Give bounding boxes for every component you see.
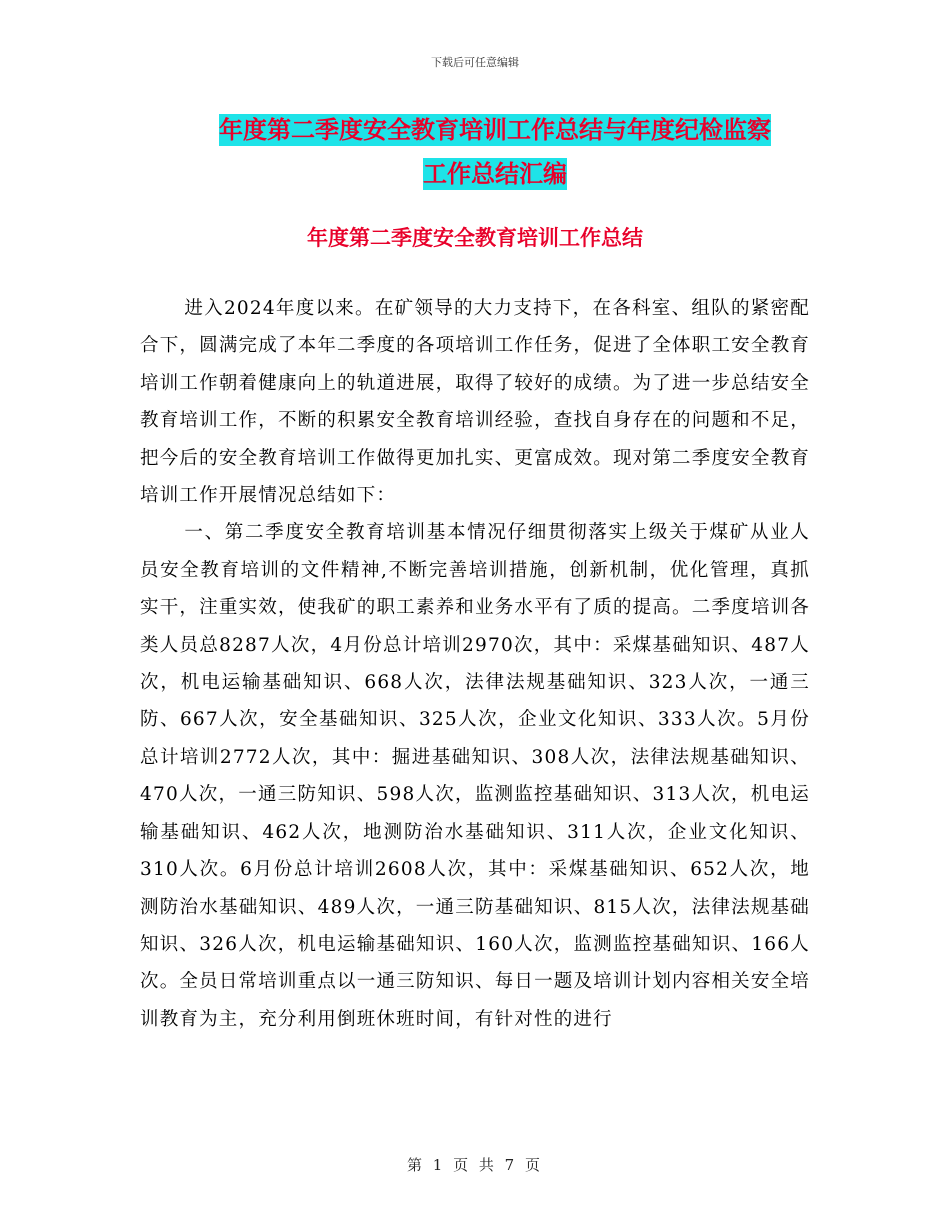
title-line-1: 年度第二季度安全教育培训工作总结与年度纪检监察 <box>219 116 771 144</box>
page-footer: 第 1 页 共 7 页 <box>407 1156 543 1174</box>
body-text <box>140 290 810 1038</box>
paragraph-section-1: 一、第二季度安全教育培训基本情况仔细贯彻落实上级关于煤矿从业人员安全教育培训的文件精神,不断完善培训措施，创新机制，优化管理，真抓实干，注重实效，使我矿的职工素养和业务水平有了质的提高。二季度培训各类人员总8287人次，4月份总计培训2970次，其中：采煤基础知识、487人次，机电运输基础知识、668人次，法律法规基础知识、323人次，一通三防、667人次，安全基础知识、325人次，企业文化知识、333人次。5月份总计培训2772人次，其中：掘进基础知识、308人次，法律法规基础知识、470人次，一通三防知识、598人次，监测监控基础知识、313人次，机电运输基础知识、462人次，地测防治水基础知识、311人次，企业文化知识、310人次。6月份总计培训2608人次，其中：采煤基础知识、652人次，地测防治水基础知识、489人次，一通三防基础知识、815人次，法律法规基础知识、326人次，机电运输基础知识、160人次，监测监控基础知识、166人次。全员日常培训重点以一通三防知识、每日一题及培训计划内容相关安全培训教育为主，充分利用倒班休班时间，有针对性的进行 <box>140 522 810 1030</box>
document-title <box>150 108 840 196</box>
title-line-2: 工作总结汇编 <box>423 160 567 188</box>
header-note: 下载后可任意编辑 <box>431 56 519 69</box>
paragraph-intro: 进入2024年度以来。在矿领导的大力支持下，在各科室、组队的紧密配合下，圆满完成了本年二季度的各项培训工作任务，促进了全体职工安全教育培训工作朝着健康向上的轨道进展，取得了较好的成绩。为了进一步总结安全教育培训工作，不断的积累安全教育培训经验，查找自身存在的问题和不足，把今后的安全教育培训工作做得更加扎实、更富成效。现对第二季度安全教育培训工作开展情况总结如下： <box>140 298 810 507</box>
section-title: 年度第二季度安全教育培训工作总结 <box>307 226 643 250</box>
